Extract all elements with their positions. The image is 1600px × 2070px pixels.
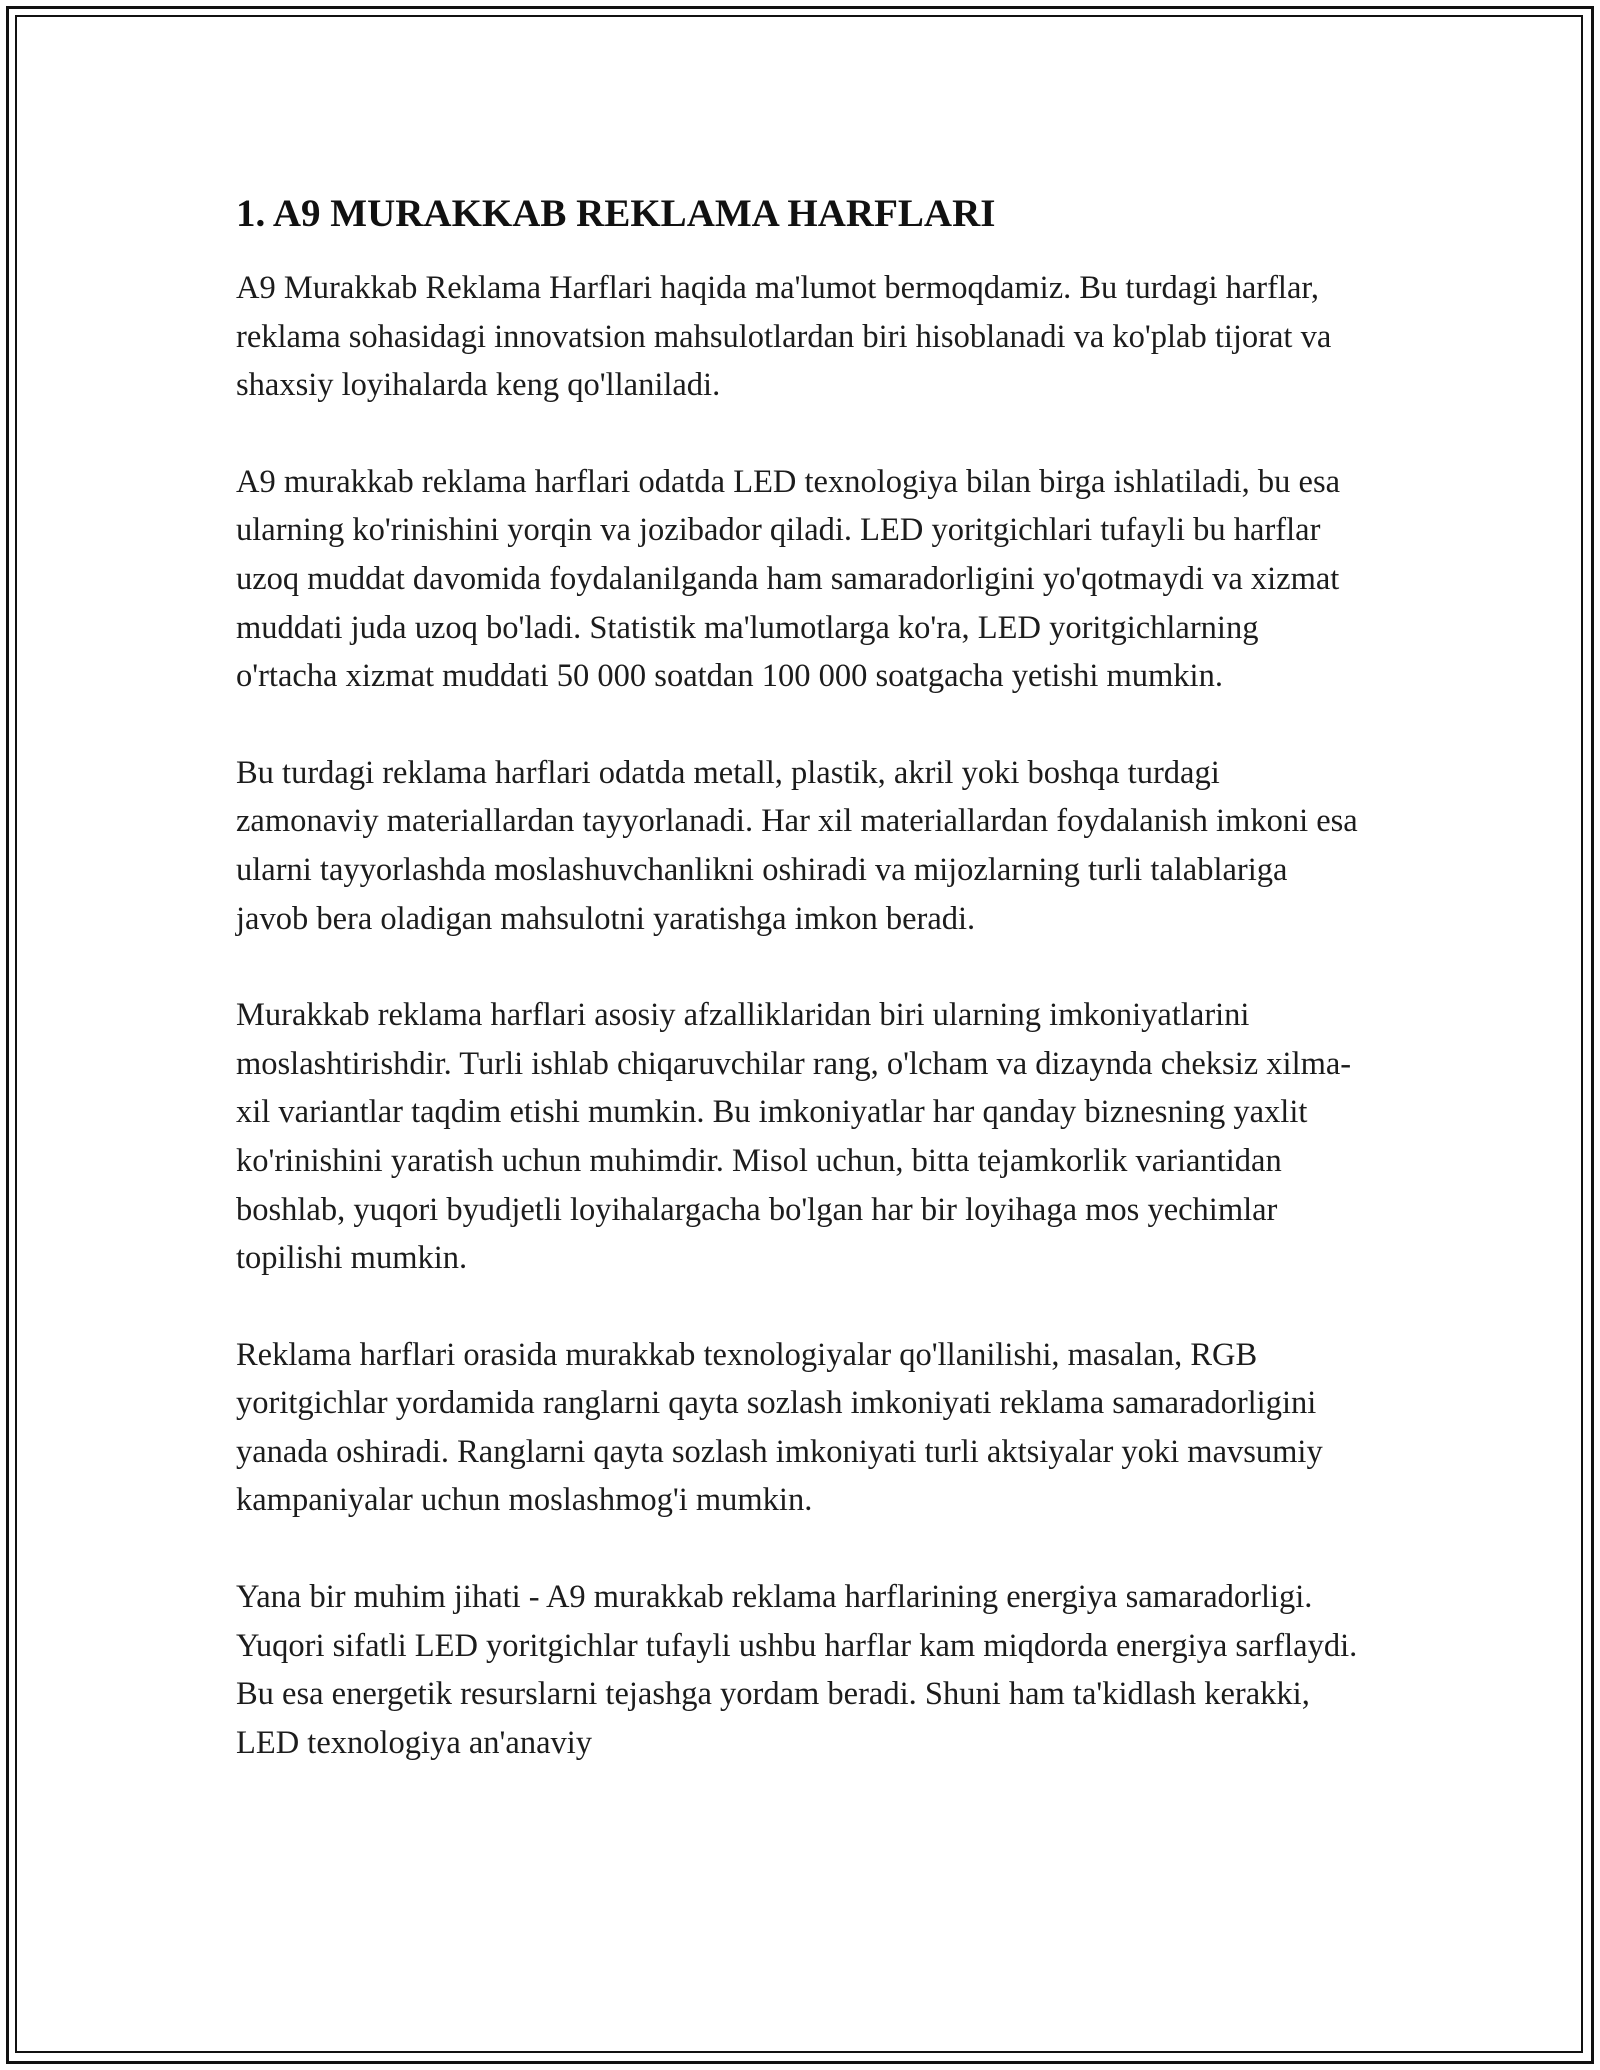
paragraph-customization: Murakkab reklama harflari asosiy afzalliklaridan biri ularning imkoniyatlarini moslashtirishdir. Turli ishlab chiqaruvchilar rang, o'lcham va dizaynda cheksiz xilma-xil variantlar taqdim etishi mumkin. Bu imkoniyatlar har qanday biznesning yaxlit ko'rinishini yaratish uchun muhimdir. Misol uchun, bitta tejamkorlik variantidan boshlab, yuqori byudjetli loyihalargacha bo'lgan har bir loyihaga mos yechimlar topilishi mumkin. (236, 997, 1352, 1277)
paragraph-energy-efficiency: Yana bir muhim jihati - A9 murakkab reklama harflarining energiya samaradorligi. Yuqori sifatli LED yoritgichlar tufayli ushbu harflar kam miqdorda energiya sarflaydi. Bu esa energetik resurslarni tejashga yordam beradi. Shuni ham ta'kidlash kerakki, LED texnologiya an'anaviy (236, 1579, 1358, 1761)
paragraph-rgb-lighting: Reklama harflari orasida murakkab texnologiyalar qo'llanilishi, masalan, RGB yoritgichlar yordamida ranglarni qayta sozlash imkoniyati reklama samaradorligini yanada oshiradi. Ranglarni qayta sozlash imkoniyati turli aktsiyalar yoki mavsumiy kampaniyalar uchun moslashmog'i mumkin. (236, 1336, 1323, 1519)
paragraph-materials: Bu turdagi reklama harflari odatda metall, plastik, akril yoki boshqa turdagi zamonaviy materiallardan tayyorlanadi. Har xil materiallardan foydalanish imkoni esa ularni tayyorlashda moslashuvchanlikni oshiradi va mijozlarning turli talablariga javob bera oladigan mahsulotni yaratishga imkon beradi. (236, 754, 1358, 937)
section-heading: 1. A9 MURAKKAB REKLAMA HARFLARI (236, 192, 996, 235)
paragraph-intro: A9 Murakkab Reklama Harflari haqida ma'lumot bermoqdamiz. Bu turdagi harflar, reklama sohasidagi innovatsion mahsulotlardan biri hisoblanadi va ko'plab tijorat va shaxsiy loyihalarda keng qo'llaniladi. (236, 270, 1332, 404)
paragraph-led-technology: A9 murakkab reklama harflari odatda LED texnologiya bilan birga ishlatiladi, bu esa ularning ko'rinishini yorqin va jozibador qiladi. LED yoritgichlari tufayli bu harflar uzoq muddat davomida foydalanilganda ham samaradorligini yo'qotmaydi va xizmat muddati juda uzoq bo'ladi. Statistik ma'lumotlarga ko'ra, LED yoritgichlarning o'rtacha xizmat muddati 50 000 soatdan 100 000 soatgacha yetishi mumkin. (236, 463, 1341, 695)
document-body (236, 186, 1366, 1815)
